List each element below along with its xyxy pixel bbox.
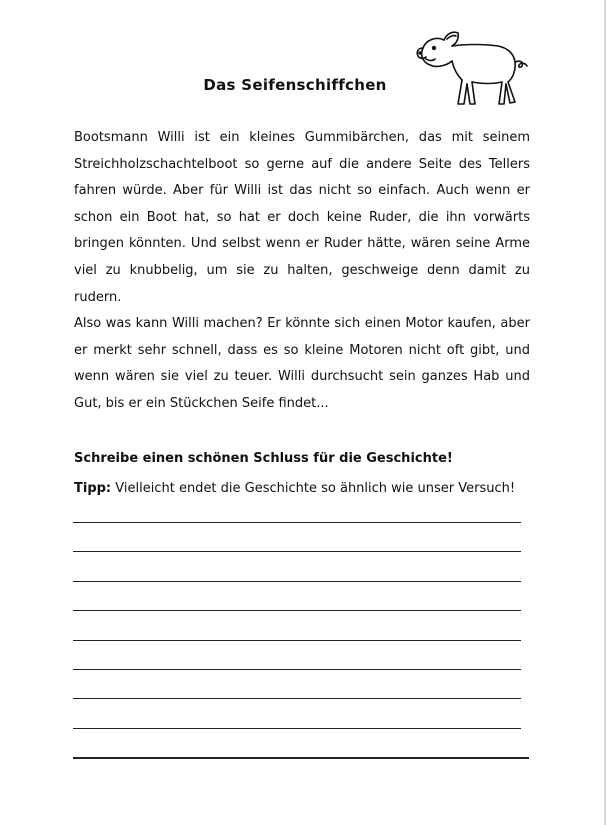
writing-line [73, 669, 521, 670]
writing-line [73, 698, 521, 699]
story-line: Bootsmann Willi ist ein kleines Gummibärchen, das mit seinem [74, 130, 530, 145]
writing-line [73, 610, 521, 611]
story-line: Gut, bis er ein Stückchen Seife findet... [74, 395, 329, 411]
tip-text: Vielleicht endet die Geschichte so ähnlich wie unser Versuch! [115, 481, 516, 496]
story-text [74, 125, 530, 418]
writing-line [73, 581, 521, 582]
tip-line [74, 481, 515, 496]
story-line: er merkt sehr schnell, dass es so kleine Motoren nicht oft gibt, und [74, 342, 530, 358]
story-line: Also was kann Willi machen? Er könnte sich einen Motor kaufen, aber [74, 316, 530, 332]
story-line: bringen könnten. Und selbst wenn er Ruder hätte, wären seine Arme [74, 236, 530, 252]
story-line: fahren würde. Aber für Willi ist das nicht so einfach. Auch wenn er [74, 183, 530, 199]
writing-line [73, 728, 521, 729]
task-instruction: Schreibe einen schönen Schluss für die Geschichte! [74, 451, 453, 466]
page-title: Das Seifenschiffchen [203, 76, 387, 94]
writing-line [73, 551, 521, 552]
story-line: viel zu knubbelig, um sie zu halten, geschweige denn damit zu rudern. [74, 262, 530, 305]
writing-line [73, 757, 529, 759]
writing-line [73, 522, 521, 523]
story-line: schon ein Boot hat, so hat er doch keine Ruder, die ihn vorwärts [74, 209, 530, 225]
tip-label: Tipp: [74, 481, 112, 496]
story-line: wenn wären sie viel zu teuer. Willi durchsucht sein ganzes Hab und [74, 369, 530, 385]
pig-icon [414, 24, 532, 112]
writing-line [73, 640, 521, 641]
story-line: Streichholzschachtelboot so gerne auf die andere Seite des Tellers [74, 156, 530, 172]
